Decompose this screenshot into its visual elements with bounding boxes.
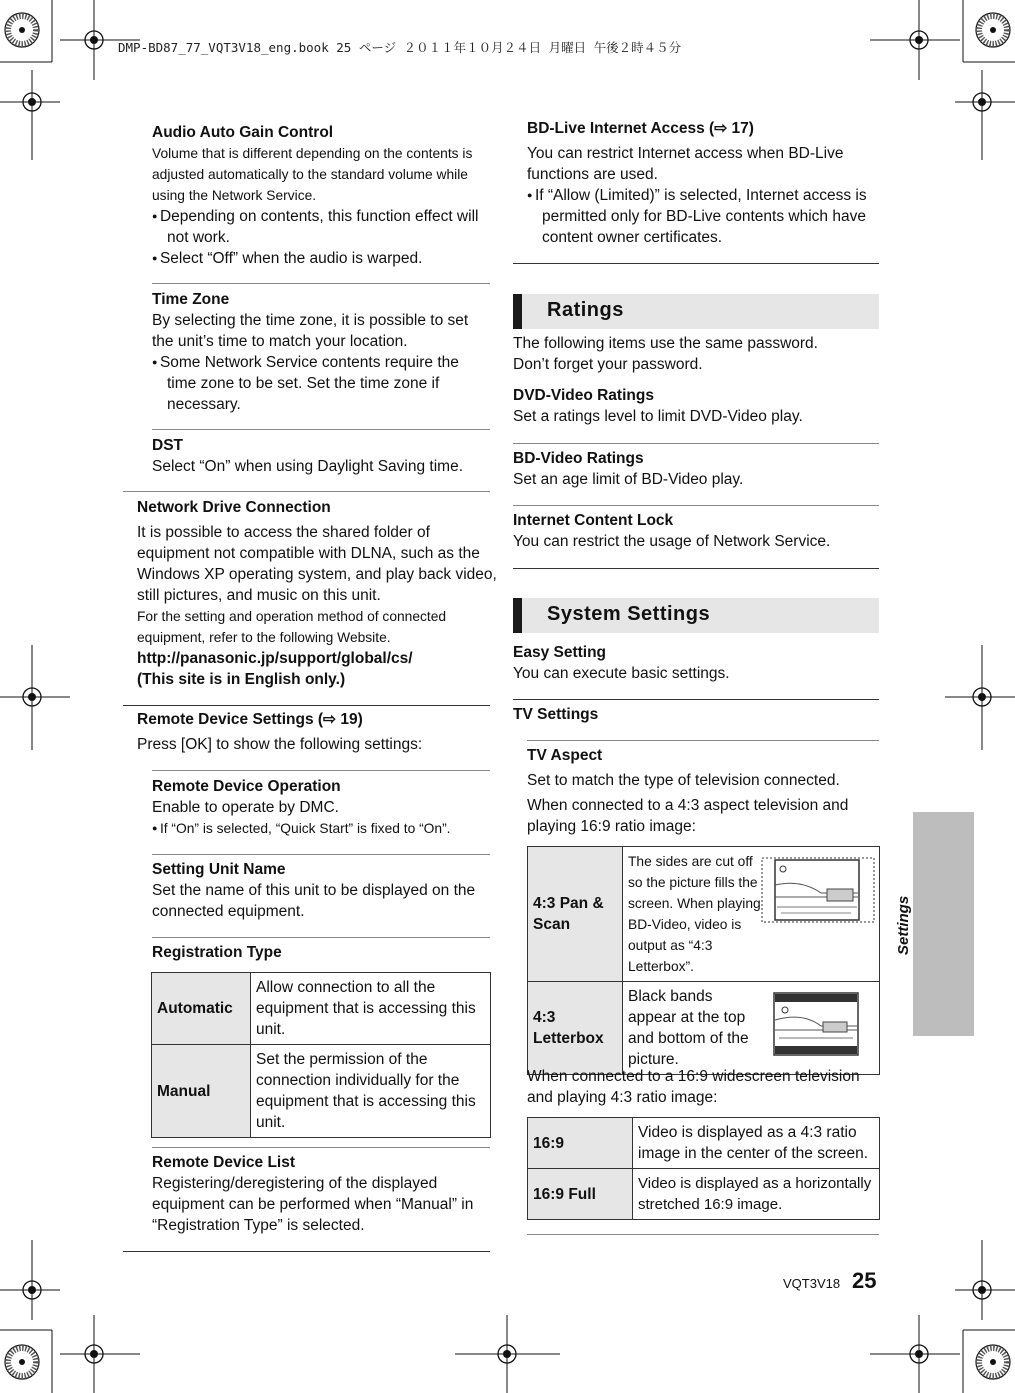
- aspect-label-169-full: 16:9 Full: [528, 1169, 633, 1220]
- time-zone-section: [152, 289, 490, 415]
- content-lock-desc: You can restrict the usage of Network Service.: [513, 533, 831, 550]
- network-drive-note: (This site is in English only.): [137, 671, 346, 688]
- table-row: [152, 1045, 491, 1138]
- easy-setting-section: [513, 642, 879, 684]
- tv-settings-title: TV Settings: [513, 706, 599, 723]
- aspect-text-letterbox: Black bands appear at the top and bottom of the picture.: [628, 988, 749, 1068]
- easy-setting-desc: You can execute basic settings.: [513, 665, 730, 682]
- table-row: [152, 973, 491, 1045]
- device-list-section: [152, 1152, 490, 1236]
- bd-ratings-title: BD-Video Ratings: [513, 450, 644, 467]
- page-number: 25: [852, 1268, 877, 1293]
- aspect-cell-letterbox: [623, 982, 880, 1075]
- table-row: [528, 847, 880, 982]
- doc-code: VQT3V18: [783, 1276, 841, 1291]
- divider: [513, 443, 879, 444]
- aspect-text-pan-scan: The sides are cut off so the picture fills the screen. When playing BD-Video, video is output as “4:3 Letterbox”.: [628, 854, 761, 974]
- tv-aspect-desc: Set to match the type of television connected.: [527, 772, 840, 789]
- divider: [513, 568, 879, 569]
- time-zone-bullet-1: ● Some Network Service contents require the time zone to be set. Set the time zone if necessary.: [152, 352, 490, 415]
- dst-desc: Select “On” when using Daylight Saving time.: [152, 458, 464, 475]
- remote-settings-desc: Press [OK] to show the following settings:: [137, 736, 423, 753]
- divider: [513, 263, 879, 264]
- content-lock-title: Internet Content Lock: [513, 512, 674, 529]
- remote-settings-section: [137, 709, 487, 755]
- ratings-banner-title: Ratings: [547, 299, 624, 321]
- audio-gain-bullet-2: ● Select “Off” when the audio is warped.: [152, 248, 490, 269]
- ratings-intro-1: The following items use the same password.: [513, 335, 818, 352]
- device-list-title: Remote Device List: [152, 1154, 295, 1171]
- tv-aspect-169-intro: When connected to a 16:9 widescreen television and playing 4:3 ratio image:: [527, 1068, 860, 1106]
- registration-title: Registration Type: [152, 944, 282, 961]
- side-tab-label: Settings: [895, 895, 912, 955]
- ratings-banner: [513, 294, 879, 329]
- aspect-label-169: 16:9: [528, 1118, 633, 1169]
- file-info-header: DMP-BD87_77_VQT3V18_eng.book 25 ページ ２０１１年１０月２４日 月曜日 午後２時４５分: [118, 40, 682, 55]
- divider: [123, 1251, 490, 1252]
- dvd-ratings-desc: Set a ratings level to limit DVD-Video play.: [513, 408, 803, 425]
- content-lock-section: [513, 510, 879, 552]
- remote-operation-bullet-1: ● If “On” is selected, “Quick Start” is fixed to “On”.: [152, 818, 497, 839]
- divider: [123, 491, 490, 492]
- bd-ratings-section: [513, 448, 879, 490]
- divider: [152, 770, 490, 771]
- network-drive-url: http://panasonic.jp/support/global/cs/: [137, 650, 413, 667]
- unit-name-title: Setting Unit Name: [152, 861, 286, 878]
- remote-operation-title: Remote Device Operation: [152, 778, 341, 795]
- tv-aspect-section: [527, 745, 879, 837]
- bd-live-desc: You can restrict Internet access when BD-Live functions are used.: [527, 145, 844, 183]
- remote-operation-desc: Enable to operate by DMC.: [152, 799, 339, 816]
- time-zone-title: Time Zone: [152, 291, 230, 308]
- registration-text-manual: Set the permission of the connection individually for the equipment that is accessing this unit.: [251, 1045, 491, 1138]
- divider: [152, 1147, 490, 1148]
- easy-setting-title: Easy Setting: [513, 644, 607, 661]
- tv-settings-section: [513, 704, 879, 725]
- network-drive-section: [137, 497, 497, 690]
- aspect-cell-pan-scan: [623, 847, 880, 982]
- network-drive-desc: It is possible to access the shared folder of equipment not compatible with DLNA, such as the Windows XP operating system, and play back video, still pictures, and music on this unit.: [137, 524, 497, 604]
- dst-title: DST: [152, 437, 183, 454]
- registration-label-manual: Manual: [152, 1045, 251, 1138]
- registration-label-automatic: Automatic: [152, 973, 251, 1045]
- divider: [513, 699, 879, 700]
- divider: [123, 705, 490, 706]
- bd-ratings-desc: Set an age limit of BD-Video play.: [513, 471, 744, 488]
- letterbox-illustration: [773, 992, 859, 1056]
- aspect-label-letterbox: 4:3 Letterbox: [528, 982, 623, 1075]
- aspect-169-table: [527, 1117, 880, 1220]
- dvd-ratings-title: DVD-Video Ratings: [513, 387, 654, 404]
- registration-text-automatic: Allow connection to all the equipment that is accessing this unit.: [251, 973, 491, 1045]
- audio-gain-desc: Volume that is different depending on the contents is adjusted automatically to the standard volume while using the Network Service.: [152, 146, 473, 203]
- registration-section: [152, 942, 490, 963]
- unit-name-section: [152, 859, 490, 922]
- ratings-section: [513, 333, 879, 427]
- device-list-desc: Registering/deregistering of the displayed equipment can be performed when “Manual” in “Registration Type” is selected.: [152, 1175, 474, 1234]
- aspect-label-pan-scan: 4:3 Pan & Scan: [528, 847, 623, 982]
- aspect-text-169-full: Video is displayed as a horizontally stretched 16:9 image.: [633, 1169, 880, 1220]
- table-row: [528, 982, 880, 1075]
- remote-operation-section: [152, 776, 497, 839]
- network-drive-desc2: For the setting and operation method of connected equipment, refer to the following Website.: [137, 609, 447, 645]
- table-row: [528, 1169, 880, 1220]
- aspect-text-169: Video is displayed as a 4:3 ratio image in the center of the screen.: [633, 1118, 880, 1169]
- time-zone-desc: By selecting the time zone, it is possible to set the unit’s time to match your location.: [152, 312, 469, 350]
- system-settings-banner: [513, 598, 879, 633]
- bd-live-title: BD-Live Internet Access (⇨ 17): [527, 120, 754, 137]
- divider: [152, 283, 490, 284]
- table-row: [528, 1118, 880, 1169]
- divider: [152, 937, 490, 938]
- registration-table: [151, 972, 491, 1138]
- tv-aspect-title: TV Aspect: [527, 747, 603, 764]
- audio-gain-section: [152, 122, 490, 269]
- ratings-intro-2: Don’t forget your password.: [513, 356, 703, 373]
- unit-name-desc: Set the name of this unit to be displayed on the connected equipment.: [152, 882, 476, 920]
- divider: [513, 505, 879, 506]
- tv-aspect-169-section: [527, 1066, 879, 1108]
- audio-gain-bullet-1: ● Depending on contents, this function effect will not work.: [152, 206, 490, 248]
- network-drive-title: Network Drive Connection: [137, 499, 331, 516]
- system-settings-banner-title: System Settings: [547, 603, 711, 625]
- aspect-43-table: [527, 846, 880, 1075]
- audio-gain-title: Audio Auto Gain Control: [152, 124, 334, 141]
- bd-live-bullet-1: ● If “Allow (Limited)” is selected, Internet access is permitted only for BD-Live contents which have content owner certificates.: [527, 185, 879, 248]
- dst-section: [152, 435, 497, 477]
- tv-aspect-43-intro: When connected to a 4:3 aspect television and playing 16:9 ratio image:: [527, 797, 849, 835]
- remote-settings-title: Remote Device Settings (⇨ 19): [137, 711, 363, 728]
- divider: [152, 854, 490, 855]
- divider: [152, 429, 490, 430]
- settings-side-tab: [913, 812, 974, 1036]
- pan-scan-illustration: [761, 857, 875, 923]
- divider: [527, 1234, 879, 1235]
- bd-live-section: [527, 118, 879, 248]
- divider: [527, 740, 879, 741]
